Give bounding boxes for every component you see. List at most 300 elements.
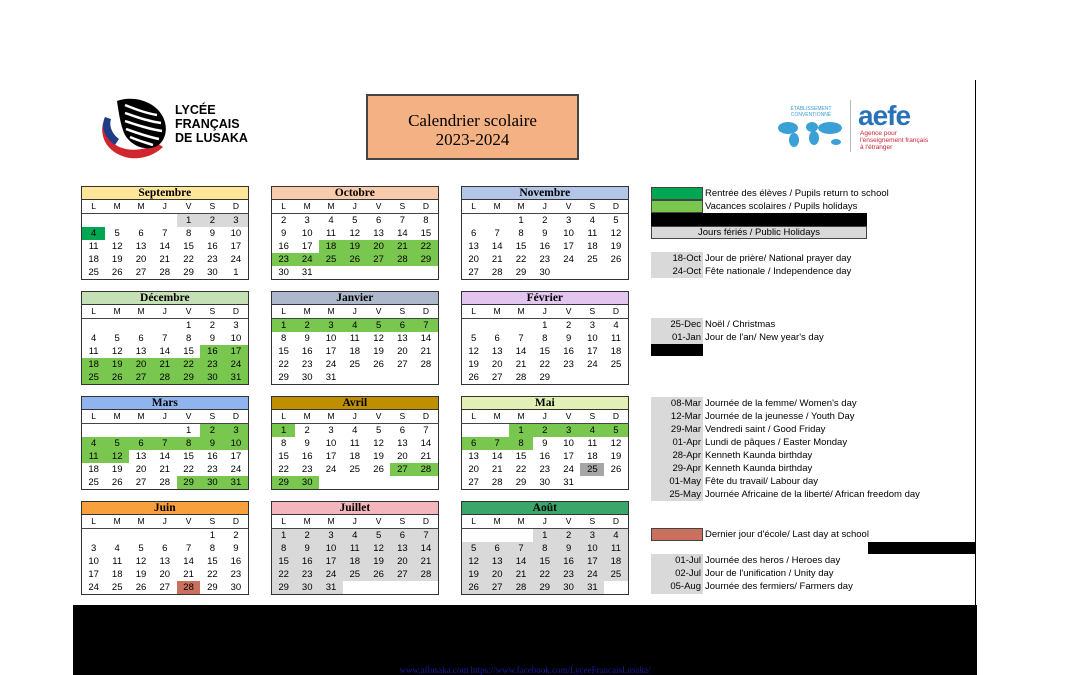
day-cell: 2 — [542, 215, 548, 226]
day-cell: 11 — [349, 333, 360, 344]
week-row — [462, 568, 629, 581]
weekday-header: S — [200, 410, 224, 424]
day-cell: 8 — [509, 437, 533, 450]
day-cell: 24 — [325, 464, 337, 475]
day-cell: 8 — [272, 542, 296, 555]
day-cell — [485, 529, 509, 543]
day-cell: 19 — [610, 241, 622, 252]
weekday-header: M — [509, 410, 533, 424]
day-cell: 27 — [485, 581, 509, 595]
day-cell — [343, 581, 367, 595]
week-row — [272, 319, 439, 333]
day-cell: 8 — [542, 333, 548, 344]
day-cell: 16 — [539, 451, 551, 462]
day-cell: 27 — [159, 582, 171, 593]
day-cell: 13 — [468, 451, 479, 462]
day-cell: 6 — [390, 529, 414, 543]
day-cell: 10 — [325, 438, 337, 449]
week-row — [272, 332, 439, 345]
day-cell: 28 — [159, 267, 171, 278]
weekday-header: S — [390, 410, 414, 424]
event-date: 24-Oct — [651, 265, 702, 278]
day-cell: 1 — [272, 319, 296, 333]
week-row — [82, 266, 249, 280]
legend-last-day-label: Dernier jour d'école/ Last day at school — [705, 529, 869, 540]
aefe-divider — [850, 100, 851, 152]
day-cell: 16 — [563, 346, 574, 357]
day-cell: 24 — [325, 359, 337, 370]
day-cell: 15 — [183, 451, 194, 462]
weekday-header: M — [319, 305, 343, 319]
week-row — [462, 581, 629, 595]
event-label: Jour de l'unification / Unity day — [705, 568, 834, 579]
day-cell: 11 — [326, 228, 336, 239]
day-cell: 31 — [224, 371, 248, 385]
event-date: 29-Apr — [651, 462, 702, 475]
weekday-header: S — [200, 515, 224, 529]
day-cell: 29 — [539, 372, 551, 383]
day-cell: 2 — [533, 424, 557, 438]
event-date: 25-Dec — [651, 318, 702, 331]
day-cell: 7 — [414, 529, 438, 543]
day-cell: 1 — [177, 214, 201, 228]
weekday-header: J — [153, 410, 177, 424]
aefe-tagline: ÉTABLISSEMENT CONVENTIONNÉ — [790, 106, 832, 118]
day-cell: 22 — [272, 568, 296, 581]
day-cell: 1 — [518, 215, 524, 226]
month-name: Février — [462, 292, 629, 305]
day-cell: 28 — [509, 581, 533, 595]
day-cell: 12 — [111, 346, 123, 357]
weekday-header: L — [272, 410, 296, 424]
weekday-header: M — [319, 410, 343, 424]
week-row — [272, 214, 439, 228]
day-cell: 30 — [200, 476, 224, 490]
day-cell: 8 — [177, 437, 201, 450]
day-cell — [367, 476, 391, 490]
day-cell — [129, 424, 153, 438]
day-cell: 2 — [295, 529, 319, 543]
day-cell: 7 — [153, 437, 177, 450]
weekday-header: S — [390, 200, 414, 214]
event-label: Journée Africaine de la liberté/ African freedom day — [705, 489, 920, 500]
event-date: 18-Oct — [651, 252, 702, 265]
day-cell: 17 — [563, 451, 574, 462]
day-cell: 20 — [135, 464, 147, 475]
day-cell: 28 — [420, 359, 432, 370]
weekday-header: M — [485, 305, 509, 319]
weekday-header: D — [224, 305, 248, 319]
day-cell: 4 — [91, 333, 97, 344]
school-name-line1: LYCÉE — [175, 103, 216, 117]
weekday-header: L — [272, 305, 296, 319]
day-cell: 25 — [111, 582, 123, 593]
day-cell: 16 — [230, 556, 242, 567]
weekday-header: M — [485, 515, 509, 529]
day-cell: 28 — [153, 371, 177, 385]
day-cell — [129, 529, 153, 543]
day-cell — [105, 424, 129, 438]
day-cell: 2 — [557, 529, 581, 543]
day-cell — [462, 214, 486, 228]
month-3 — [461, 186, 629, 280]
day-cell: 14 — [509, 555, 533, 568]
day-cell: 14 — [159, 241, 171, 252]
day-cell: 4 — [82, 227, 106, 240]
weekday-header: M — [295, 200, 319, 214]
day-cell: 25 — [88, 477, 99, 488]
day-cell: 21 — [491, 254, 503, 265]
day-cell: 29 — [533, 581, 557, 595]
week-row — [462, 345, 629, 358]
month-name: Juillet — [272, 502, 439, 515]
day-cell: 15 — [420, 228, 432, 239]
day-cell: 6 — [129, 437, 153, 450]
redacted-block — [651, 213, 867, 226]
day-cell: 28 — [390, 253, 414, 266]
day-cell: 15 — [539, 346, 551, 357]
weekday-header: V — [367, 410, 391, 424]
school-logo — [95, 95, 255, 165]
day-cell: 5 — [367, 529, 391, 543]
weekday-header: J — [343, 200, 367, 214]
day-cell: 18 — [343, 555, 367, 568]
day-cell: 25 — [88, 267, 99, 278]
weekday-header: V — [367, 305, 391, 319]
day-cell: 4 — [589, 215, 596, 226]
day-cell: 12 — [462, 555, 486, 568]
day-cell: 4 — [82, 437, 106, 450]
legend-public-holidays-label: Jours fériés / Public Holidays — [698, 227, 820, 238]
day-cell: 2 — [295, 319, 319, 333]
day-cell: 11 — [82, 450, 106, 463]
month-name: Novembre — [462, 187, 629, 200]
weekday-header: D — [414, 200, 438, 214]
day-cell: 5 — [114, 333, 120, 344]
day-cell: 17 — [301, 241, 313, 252]
weekday-header: V — [557, 200, 581, 214]
day-cell: 15 — [278, 346, 289, 357]
day-cell: 16 — [539, 241, 551, 252]
day-cell: 1 — [509, 424, 533, 438]
day-cell: 13 — [397, 438, 408, 449]
day-cell — [343, 371, 367, 385]
day-cell: 23 — [557, 568, 581, 581]
day-cell: 25 — [580, 463, 604, 476]
month-name: Octobre — [272, 187, 439, 200]
week-row — [82, 555, 249, 568]
day-cell: 12 — [105, 450, 129, 463]
weekday-header: M — [129, 410, 153, 424]
day-cell: 6 — [485, 542, 509, 555]
day-cell — [153, 424, 177, 438]
day-cell: 2 — [565, 320, 572, 331]
day-cell: 22 — [533, 568, 557, 581]
day-cell: 11 — [112, 556, 123, 567]
weekday-header: V — [177, 515, 201, 529]
aefe-logo — [772, 100, 962, 155]
day-cell: 17 — [325, 346, 337, 357]
day-cell: 30 — [295, 476, 319, 490]
day-cell: 24 — [563, 254, 574, 265]
weekday-header: V — [177, 305, 201, 319]
day-cell — [177, 529, 201, 543]
day-cell — [343, 476, 367, 490]
week-row — [82, 529, 249, 543]
day-cell: 13 — [159, 556, 171, 567]
day-cell: 27 — [135, 267, 147, 278]
day-cell: 13 — [135, 241, 147, 252]
footer-bar — [73, 605, 977, 675]
event-label: Fête nationale / Independence day — [705, 266, 852, 277]
week-row — [272, 542, 439, 555]
weekday-header: M — [509, 305, 533, 319]
day-cell: 30 — [539, 267, 551, 278]
day-cell: 30 — [207, 267, 218, 278]
day-cell — [580, 476, 604, 490]
day-cell: 24 — [587, 359, 598, 370]
day-cell: 29 — [278, 372, 289, 383]
day-cell: 1 — [533, 529, 557, 543]
day-cell: 4 — [580, 424, 604, 438]
day-cell: 10 — [230, 228, 242, 239]
day-cell: 31 — [301, 267, 313, 278]
day-cell: 3 — [580, 529, 604, 543]
day-cell — [414, 581, 438, 595]
day-cell: 10 — [224, 437, 248, 450]
day-cell: 4 — [352, 425, 358, 436]
month-name: Avril — [272, 397, 439, 410]
day-cell: 23 — [539, 254, 551, 265]
weekday-header: S — [390, 515, 414, 529]
day-cell: 27 — [129, 371, 153, 385]
day-cell: 3 — [319, 529, 343, 543]
day-cell: 3 — [224, 214, 248, 228]
event-label: Jour de prière/ National prayer day — [705, 253, 852, 264]
weekday-header: J — [343, 305, 367, 319]
day-cell: 3 — [565, 215, 572, 226]
week-row — [462, 555, 629, 568]
day-cell: 15 — [515, 451, 527, 462]
day-cell — [414, 266, 438, 280]
weekday-header: L — [462, 410, 486, 424]
week-row — [462, 450, 629, 463]
day-cell: 27 — [468, 477, 479, 488]
weekday-header: D — [414, 305, 438, 319]
day-cell: 5 — [471, 333, 477, 344]
day-cell: 25 — [349, 359, 361, 370]
day-cell: 14 — [414, 542, 438, 555]
day-cell: 6 — [162, 543, 168, 554]
day-cell: 23 — [301, 359, 313, 370]
day-cell: 21 — [509, 568, 533, 581]
day-cell: 9 — [200, 437, 224, 450]
day-cell: 17 — [230, 451, 242, 462]
weekday-header: M — [105, 515, 129, 529]
weekday-header: V — [557, 515, 581, 529]
day-cell: 26 — [373, 359, 384, 370]
day-cell: 23 — [272, 253, 296, 266]
day-cell: 18 — [587, 451, 598, 462]
day-cell: 9 — [209, 228, 216, 239]
day-cell: 12 — [349, 228, 361, 239]
day-cell: 5 — [613, 215, 619, 226]
day-cell: 31 — [580, 581, 604, 595]
day-cell: 13 — [135, 346, 147, 357]
week-row — [82, 581, 249, 595]
day-cell — [367, 266, 391, 280]
day-cell: 2 — [304, 425, 310, 436]
day-cell: 28 — [491, 267, 503, 278]
weekday-header: D — [224, 515, 248, 529]
day-cell: 10 — [563, 438, 574, 449]
event-date: 05-Aug — [651, 580, 702, 593]
day-cell: 29 — [272, 476, 296, 490]
day-cell: 15 — [207, 556, 218, 567]
day-cell: 15 — [183, 241, 194, 252]
day-cell: 19 — [343, 240, 367, 253]
day-cell: 11 — [349, 438, 360, 449]
day-cell: 16 — [557, 555, 581, 568]
day-cell: 27 — [135, 477, 147, 488]
day-cell: 14 — [159, 451, 171, 462]
day-cell: 8 — [185, 228, 192, 239]
day-cell: 7 — [494, 228, 500, 239]
event-label: Journée des heros / Heroes day — [705, 555, 841, 566]
month-4 — [81, 291, 249, 385]
event-label: Lundi de pâques / Easter Monday — [705, 437, 848, 448]
day-cell: 27 — [367, 253, 391, 266]
day-cell — [557, 371, 581, 385]
week-row — [82, 371, 249, 385]
day-cell: 20 — [159, 569, 171, 580]
day-cell: 3 — [233, 320, 239, 331]
day-cell: 23 — [207, 254, 218, 265]
day-cell: 9 — [542, 228, 548, 239]
day-cell: 29 — [207, 582, 218, 593]
aefe-wordmark: aefe — [858, 100, 911, 131]
weekday-header: M — [295, 410, 319, 424]
aefe-sub-line1: Agence pour — [860, 130, 897, 137]
day-cell: 15 — [183, 346, 194, 357]
week-row — [462, 214, 629, 228]
day-cell: 22 — [515, 254, 527, 265]
day-cell: 6 — [399, 425, 406, 436]
day-cell: 10 — [587, 333, 598, 344]
day-cell: 18 — [604, 555, 628, 568]
day-cell: 15 — [272, 555, 296, 568]
day-cell: 28 — [414, 568, 438, 581]
day-cell — [557, 266, 581, 280]
weekday-header: M — [319, 515, 343, 529]
day-cell: 7 — [509, 542, 533, 555]
week-row — [82, 319, 249, 333]
day-cell — [390, 266, 414, 280]
day-cell: 12 — [135, 556, 147, 567]
week-row — [82, 214, 249, 228]
footer-links[interactable]: www.aflusaka.com https://www.facebook.com/LyceeFrancaisLusaka/ — [399, 665, 651, 675]
week-row — [462, 424, 629, 438]
day-cell: 6 — [138, 228, 144, 239]
weekday-header: D — [414, 410, 438, 424]
weekday-header: L — [462, 305, 486, 319]
week-row — [82, 568, 249, 581]
week-row — [272, 371, 439, 385]
day-cell: 25 — [604, 568, 628, 581]
month-name: Décembre — [82, 292, 249, 305]
week-row — [272, 463, 439, 476]
month-7 — [81, 396, 249, 490]
weekday-header: M — [319, 200, 343, 214]
day-cell: 24 — [88, 582, 99, 593]
day-cell: 29 — [515, 267, 527, 278]
day-cell: 23 — [563, 359, 574, 370]
week-row — [462, 253, 629, 266]
legend-return-swatch — [651, 187, 703, 200]
day-cell: 25 — [319, 253, 343, 266]
day-cell: 2 — [233, 530, 239, 541]
day-cell: 4 — [328, 215, 334, 226]
page-title: Calendrier scolaire — [408, 111, 537, 130]
day-cell: 9 — [565, 333, 572, 344]
day-cell: 5 — [367, 319, 391, 333]
day-cell: 3 — [304, 215, 310, 226]
weekday-header: D — [604, 410, 628, 424]
day-cell: 25 — [82, 371, 106, 385]
day-cell: 22 — [183, 254, 194, 265]
day-cell: 4 — [114, 543, 120, 554]
world-map-icon — [776, 118, 846, 148]
event-date: 02-Jul — [651, 567, 702, 580]
day-cell: 3 — [589, 320, 596, 331]
week-row — [82, 332, 249, 345]
day-cell: 26 — [462, 581, 486, 595]
day-cell: 7 — [518, 333, 524, 344]
aefe-sub-line3: à l'étranger — [860, 144, 893, 151]
weekday-header: D — [224, 410, 248, 424]
event-date: 01-Apr — [651, 436, 702, 449]
day-cell: 29 — [177, 371, 201, 385]
week-row — [272, 437, 439, 450]
weekday-header: M — [509, 515, 533, 529]
week-row — [82, 227, 249, 240]
day-cell — [462, 424, 486, 438]
weekday-header: L — [82, 200, 106, 214]
day-cell: 6 — [462, 437, 486, 450]
weekday-header: V — [557, 410, 581, 424]
day-cell: 26 — [610, 254, 622, 265]
day-cell: 25 — [343, 568, 367, 581]
event-date: 01-May — [651, 475, 702, 488]
week-row — [82, 358, 249, 371]
day-cell — [367, 581, 391, 595]
day-cell: 22 — [414, 240, 438, 253]
day-cell: 21 — [491, 464, 503, 475]
day-cell: 18 — [88, 464, 99, 475]
day-cell: 19 — [105, 358, 129, 371]
day-cell: 27 — [468, 267, 479, 278]
day-cell: 26 — [105, 371, 129, 385]
event-date: 29-Mar — [651, 423, 702, 436]
weekday-header: L — [82, 515, 106, 529]
day-cell — [462, 319, 486, 333]
day-cell: 29 — [272, 581, 296, 595]
week-row — [462, 358, 629, 371]
day-cell: 13 — [491, 346, 503, 357]
day-cell: 20 — [397, 346, 408, 357]
day-cell: 26 — [610, 464, 622, 475]
day-cell: 4 — [604, 529, 628, 543]
